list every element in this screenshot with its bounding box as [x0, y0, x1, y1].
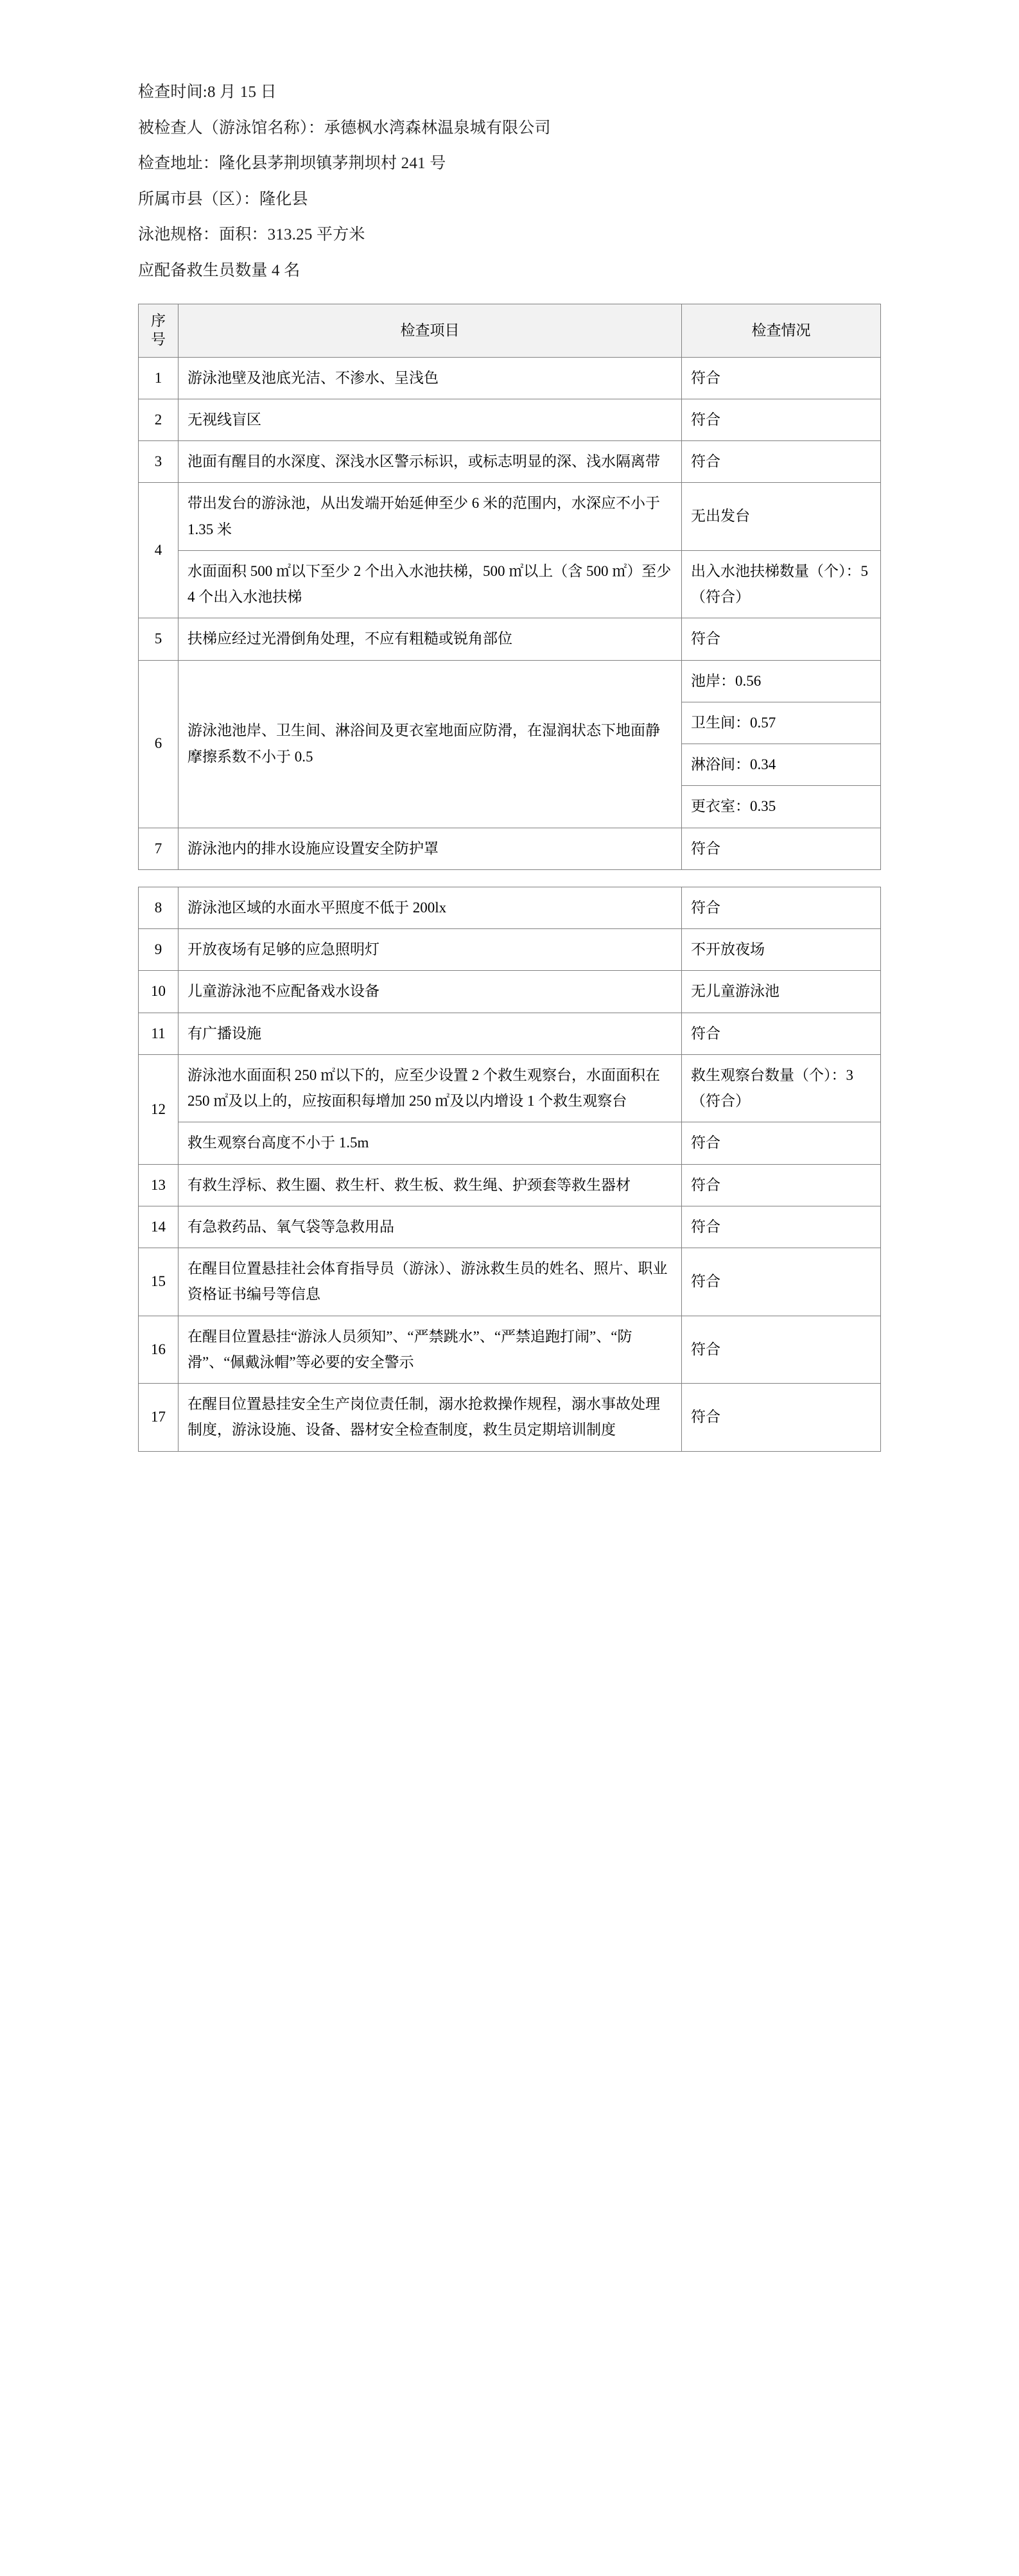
row-result: 符合 [682, 357, 881, 399]
table-row [139, 1013, 881, 1054]
row-result: 符合 [682, 1384, 881, 1452]
row-item: 游泳池池岸、卫生间、淋浴间及更衣室地面应防滑，在湿润状态下地面静摩擦系数不小于 0.5 [179, 660, 682, 828]
table-row [139, 1248, 881, 1316]
header-info [138, 77, 881, 286]
row-result: 符合 [682, 828, 881, 869]
table-row [139, 1384, 881, 1452]
row-result: 符合 [682, 887, 881, 928]
row-item: 池面有醒目的水深度、深浅水区警示标识，或标志明显的深、浅水隔离带 [179, 441, 682, 483]
row-no: 9 [139, 929, 179, 971]
row-result: 符合 [682, 618, 881, 660]
row-no: 7 [139, 828, 179, 869]
row-item: 游泳池壁及池底光洁、不渗水、呈浅色 [179, 357, 682, 399]
row-no: 6 [139, 660, 179, 828]
table-row [139, 971, 881, 1013]
row-no: 12 [139, 1054, 179, 1164]
row-result: 符合 [682, 1013, 881, 1054]
row-item: 有急救药品、氧气袋等急救用品 [179, 1206, 682, 1248]
row-no: 14 [139, 1206, 179, 1248]
row-item: 游泳池区域的水面水平照度不低于 200lx [179, 887, 682, 928]
inspection-time: 检查时间:8 月 15 日 [138, 83, 277, 101]
table-header-row [139, 304, 881, 358]
required-lifeguards: 应配备救生员数量 4 名 [138, 261, 300, 279]
table-row [139, 660, 881, 702]
row-item: 救生观察台高度不小于 1.5m [179, 1122, 682, 1164]
row-item: 游泳池水面面积 250 ㎡以下的，应至少设置 2 个救生观察台，水面面积在 250 ㎡及以上的，应按面积每增加 250 ㎡及以内增设 1 个救生观察台 [179, 1054, 682, 1122]
table-row [139, 828, 881, 869]
table-row [139, 929, 881, 971]
row-item: 无视线盲区 [179, 399, 682, 440]
row-item: 有救生浮标、救生圈、救生杆、救生板、救生绳、护颈套等救生器材 [179, 1164, 682, 1206]
row-no: 8 [139, 887, 179, 928]
table-row [139, 1164, 881, 1206]
row-no: 17 [139, 1384, 179, 1452]
row-item: 带出发台的游泳池，从出发端开始延伸至少 6 米的范围内，水深应不小于 1.35 米 [179, 483, 682, 551]
table-row [139, 1206, 881, 1248]
row-no: 13 [139, 1164, 179, 1206]
row-item: 水面面积 500 ㎡以下至少 2 个出入水池扶梯，500 ㎡以上（含 500 ㎡）至少 4 个出入水池扶梯 [179, 550, 682, 618]
row-result: 更衣室：0.35 [682, 786, 881, 828]
pool-spec: 泳池规格：面积：313.25 平方米 [138, 226, 365, 243]
table-row [139, 483, 881, 551]
row-result: 符合 [682, 1248, 881, 1316]
table-row [139, 550, 881, 618]
inspected-party: 被检查人（游泳馆名称）：承德枫水湾森林温泉城有限公司 [138, 119, 551, 137]
row-result: 符合 [682, 441, 881, 483]
column-header-no [139, 304, 179, 358]
row-result: 符合 [682, 1164, 881, 1206]
row-result: 卫生间：0.57 [682, 702, 881, 744]
inspection-address: 检查地址：隆化县茅荆坝镇茅荆坝村 241 号 [138, 155, 446, 172]
table-row [139, 1122, 881, 1164]
row-no: 5 [139, 618, 179, 660]
row-result: 救生观察台数量（个）：3（符合） [682, 1054, 881, 1122]
row-item: 在醒目位置悬挂安全生产岗位责任制，溺水抢救操作规程，溺水事故处理制度，游泳设施、设备、器材安全检查制度，救生员定期培训制度 [179, 1384, 682, 1452]
row-result: 符合 [682, 399, 881, 440]
row-no: 16 [139, 1316, 179, 1384]
administrative-region: 所属市县（区）：隆化县 [138, 190, 308, 208]
row-item: 在醒目位置悬挂“游泳人员须知”、“严禁跳水”、“严禁追跑打闹”、“防滑”、“佩戴泳帽”等必要的安全警示 [179, 1316, 682, 1384]
row-item: 游泳池内的排水设施应设置安全防护罩 [179, 828, 682, 869]
inspection-table-part1 [138, 304, 881, 870]
inspection-table-part2 [138, 887, 881, 1452]
table-header [139, 304, 881, 358]
row-no: 2 [139, 399, 179, 440]
table-body-part2 [139, 887, 881, 1451]
row-no: 15 [139, 1248, 179, 1316]
table-row [139, 399, 881, 440]
row-item: 开放夜场有足够的应急照明灯 [179, 929, 682, 971]
row-result: 池岸：0.56 [682, 660, 881, 702]
row-result: 不开放夜场 [682, 929, 881, 971]
table-row [139, 887, 881, 928]
column-header-item: 检查项目 [179, 304, 682, 358]
table-row [139, 357, 881, 399]
row-result: 符合 [682, 1316, 881, 1384]
column-header-result: 检查情况 [682, 304, 881, 358]
row-result: 淋浴间：0.34 [682, 744, 881, 786]
column-header-no-line1: 序 [151, 313, 166, 329]
table-row [139, 441, 881, 483]
table-body-part1 [139, 357, 881, 869]
table-row [139, 1316, 881, 1384]
row-item: 扶梯应经过光滑倒角处理，不应有粗糙或锐角部位 [179, 618, 682, 660]
table-row [139, 618, 881, 660]
table-row [139, 1054, 881, 1122]
row-no: 10 [139, 971, 179, 1013]
row-no: 4 [139, 483, 179, 618]
row-result: 无出发台 [682, 483, 881, 551]
row-item: 有广播设施 [179, 1013, 682, 1054]
row-item: 在醒目位置悬挂社会体育指导员（游泳）、游泳救生员的姓名、照片、职业资格证书编号等信息 [179, 1248, 682, 1316]
row-no: 1 [139, 357, 179, 399]
column-header-no-line2: 号 [151, 331, 166, 347]
row-no: 11 [139, 1013, 179, 1054]
row-no: 3 [139, 441, 179, 483]
row-result: 符合 [682, 1122, 881, 1164]
row-result: 无儿童游泳池 [682, 971, 881, 1013]
row-result: 出入水池扶梯数量（个）：5（符合） [682, 550, 881, 618]
row-item: 儿童游泳池不应配备戏水设备 [179, 971, 682, 1013]
row-result: 符合 [682, 1206, 881, 1248]
